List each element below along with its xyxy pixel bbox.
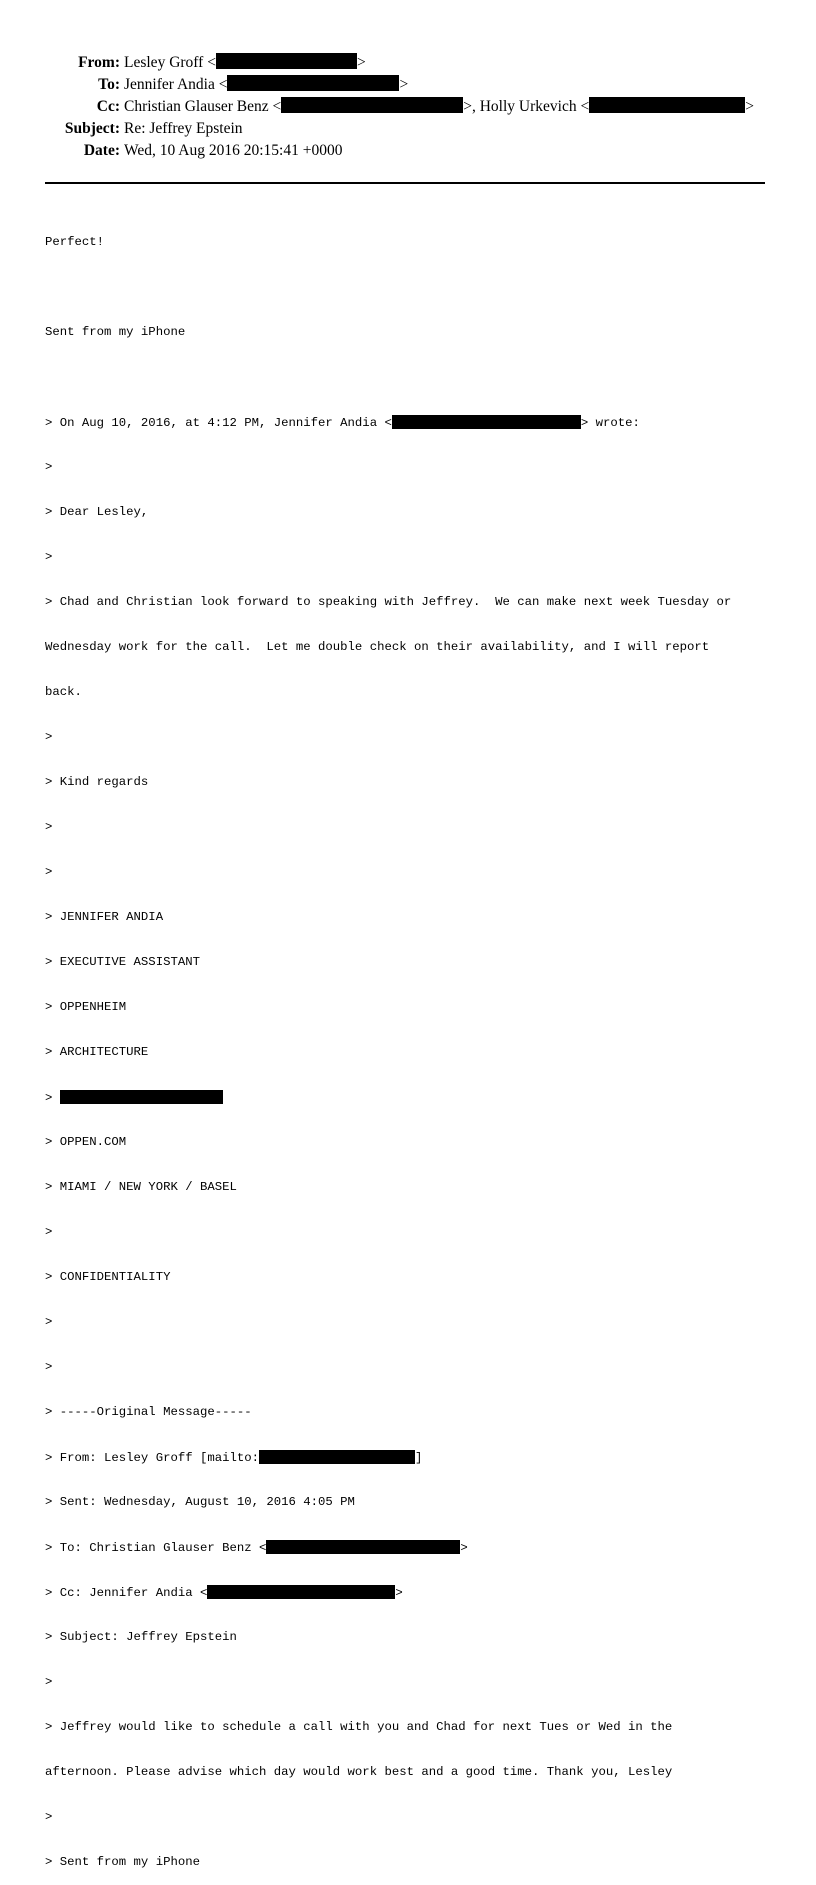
body-line: > OPPEN.COM: [45, 1135, 127, 1149]
original-to: > To: Christian Glauser Benz <: [45, 1541, 267, 1555]
body-line: > Chad and Christian look forward to speaking with Jeffrey. We can make next week Tuesday or: [45, 595, 732, 609]
redaction-bar: [216, 53, 357, 69]
to-label: To:: [98, 76, 120, 93]
body-line: > Jeffrey would like to schedule a call with you and Chad for next Tues or Wed in the: [45, 1720, 673, 1734]
body-line: > EXECUTIVE ASSISTANT: [45, 955, 200, 969]
quote-attribution-end: > wrote:: [580, 416, 640, 430]
body-line: >: [45, 1225, 53, 1239]
date-value: Wed, 10 Aug 2016 20:15:41 +0000: [124, 142, 343, 159]
cc-name-1: Christian Glauser Benz <: [124, 98, 282, 115]
subject-label: Subject:: [64, 120, 120, 137]
body-line: > JENNIFER ANDIA: [45, 910, 164, 924]
from-row: [0, 52, 816, 74]
subject-value: Re: Jeffrey Epstein: [124, 120, 243, 137]
body-line: [45, 1450, 785, 1465]
redaction-bar: [227, 75, 399, 91]
quote-attribution: > On Aug 10, 2016, at 4:12 PM, Jennifer Andia <: [45, 416, 392, 430]
body-line: > Sent: Wednesday, August 10, 2016 4:05 PM: [45, 1495, 355, 1509]
body-line: > ARCHITECTURE: [45, 1045, 149, 1059]
body-line: > Subject: Jeffrey Epstein: [45, 1630, 237, 1644]
body-line: [45, 1540, 785, 1555]
body-line: >: [45, 1315, 53, 1329]
body-line: [45, 415, 785, 430]
redaction-bar: [60, 1090, 223, 1104]
body-line: [45, 1090, 785, 1105]
redaction-bar: [207, 1585, 395, 1599]
body-line: [45, 1585, 785, 1600]
body-line: > Sent from my iPhone: [45, 1855, 200, 1869]
cc-row: [0, 96, 816, 118]
date-row: [0, 140, 816, 162]
body-line: >: [45, 865, 53, 879]
redaction-bar: [281, 97, 463, 113]
cc-close: >: [745, 98, 754, 115]
to-row: [0, 74, 816, 96]
body-line: afternoon. Please advise which day would work best and a good time. Thank you, Lesley: [45, 1765, 673, 1779]
to-name: Jennifer Andia <: [124, 76, 228, 93]
original-cc: > Cc: Jennifer Andia <: [45, 1586, 208, 1600]
body-line: >: [45, 820, 53, 834]
from-label: From:: [78, 54, 120, 71]
body-line: >: [45, 550, 53, 564]
body-line: >: [45, 730, 53, 744]
to-close: >: [399, 76, 409, 93]
from-close: >: [356, 54, 366, 71]
redaction-bar: [589, 97, 745, 113]
signature-prefix: >: [45, 1091, 60, 1105]
redaction-bar: [259, 1450, 415, 1464]
body-line: Wednesday work for the call. Let me double check on their availability, and I will report: [45, 640, 710, 654]
cc-label: Cc:: [96, 98, 120, 115]
body-line: back.: [45, 685, 82, 699]
from-value: [124, 52, 366, 74]
original-from: > From: Lesley Groff [mailto:: [45, 1451, 260, 1465]
original-to-end: >: [460, 1541, 468, 1555]
header-divider: [45, 182, 765, 184]
body-line: >: [45, 1360, 53, 1374]
cc-value: [124, 96, 754, 118]
body-line: > OPPENHEIM: [45, 1000, 127, 1014]
to-value: [124, 74, 408, 96]
body-line: >: [45, 1810, 53, 1824]
subject-row: [0, 118, 816, 140]
cc-separator: >, Holly Urkevich <: [463, 98, 590, 115]
body-line: Sent from my iPhone: [45, 325, 186, 339]
body-line: >: [45, 1675, 53, 1689]
redaction-bar: [392, 415, 581, 429]
body-line: > -----Original Message-----: [45, 1405, 252, 1419]
body-line: > CONFIDENTIALITY: [45, 1270, 171, 1284]
redaction-bar: [266, 1540, 460, 1554]
body-line: >: [45, 460, 53, 474]
original-cc-end: >: [395, 1586, 403, 1600]
original-from-end: ]: [415, 1451, 423, 1465]
email-header: [0, 52, 816, 172]
body-line: > MIAMI / NEW YORK / BASEL: [45, 1180, 237, 1194]
email-body: [45, 205, 785, 1885]
body-line: > Dear Lesley,: [45, 505, 149, 519]
body-line: > Kind regards: [45, 775, 149, 789]
from-name: Lesley Groff <: [124, 54, 216, 71]
body-line: Perfect!: [45, 235, 105, 249]
date-label: Date:: [83, 142, 120, 159]
